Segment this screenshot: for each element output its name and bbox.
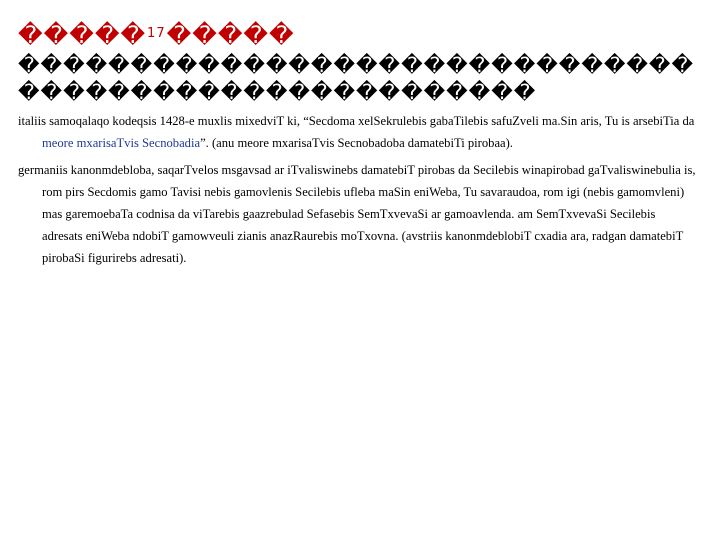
paragraph-2: germaniis kanonmdebloba, saqarTvelos msgavsad ar iTvaliswinebs damatebiT pirobas da Secilebis winapirobad gaTvaliswinebulia is, rom pirs Secdomis gamo Tavisi nebis gamovlenis Secilebis ufleba maSin eniWeba, Tu savaraudoa, rom igi (nebis gamomvleni) mas garemoebaTa codnisa da viTarebis gaazrebulad Sefasebis SemTxvevaSi ar gamoavlenda. am SemTxvevaSi Secilebis adresats eniWeba ndobiT gamowveuli zianis anazRaurebis moTxovna. (avstriis kanonmdeblobiT cxadia ara, radgan damatebiT pirobaSi figurirebs adresati). (18, 163, 696, 265)
paragraph-1-text-after: ”. (anu meore mxarisaTvis Secnobadoba damatebiTi pirobaa). (200, 136, 513, 150)
slide-subtitle (18, 52, 708, 106)
paragraph-1 (18, 110, 698, 154)
title-part-1: ����� (18, 21, 147, 49)
subtitle-line-1: ������������������������������ (18, 53, 694, 77)
subtitle-line-2: ����������������������� (18, 80, 537, 104)
title-part-2: ����� (166, 21, 295, 49)
slide-title (18, 20, 295, 49)
body-text (18, 110, 698, 274)
title-number: 17 (147, 26, 166, 41)
paragraph-1-highlight: meore mxarisaTvis Secnobadia (42, 136, 201, 150)
paragraph-1-text-before: italiis samoqalaqo kodeqsis 1428-e muxlis mixedviT ki, “Secdoma xelSekrulebis gabaTilebis safuZveli ma.Sin aris, Tu is arsebiTia da (18, 114, 695, 128)
